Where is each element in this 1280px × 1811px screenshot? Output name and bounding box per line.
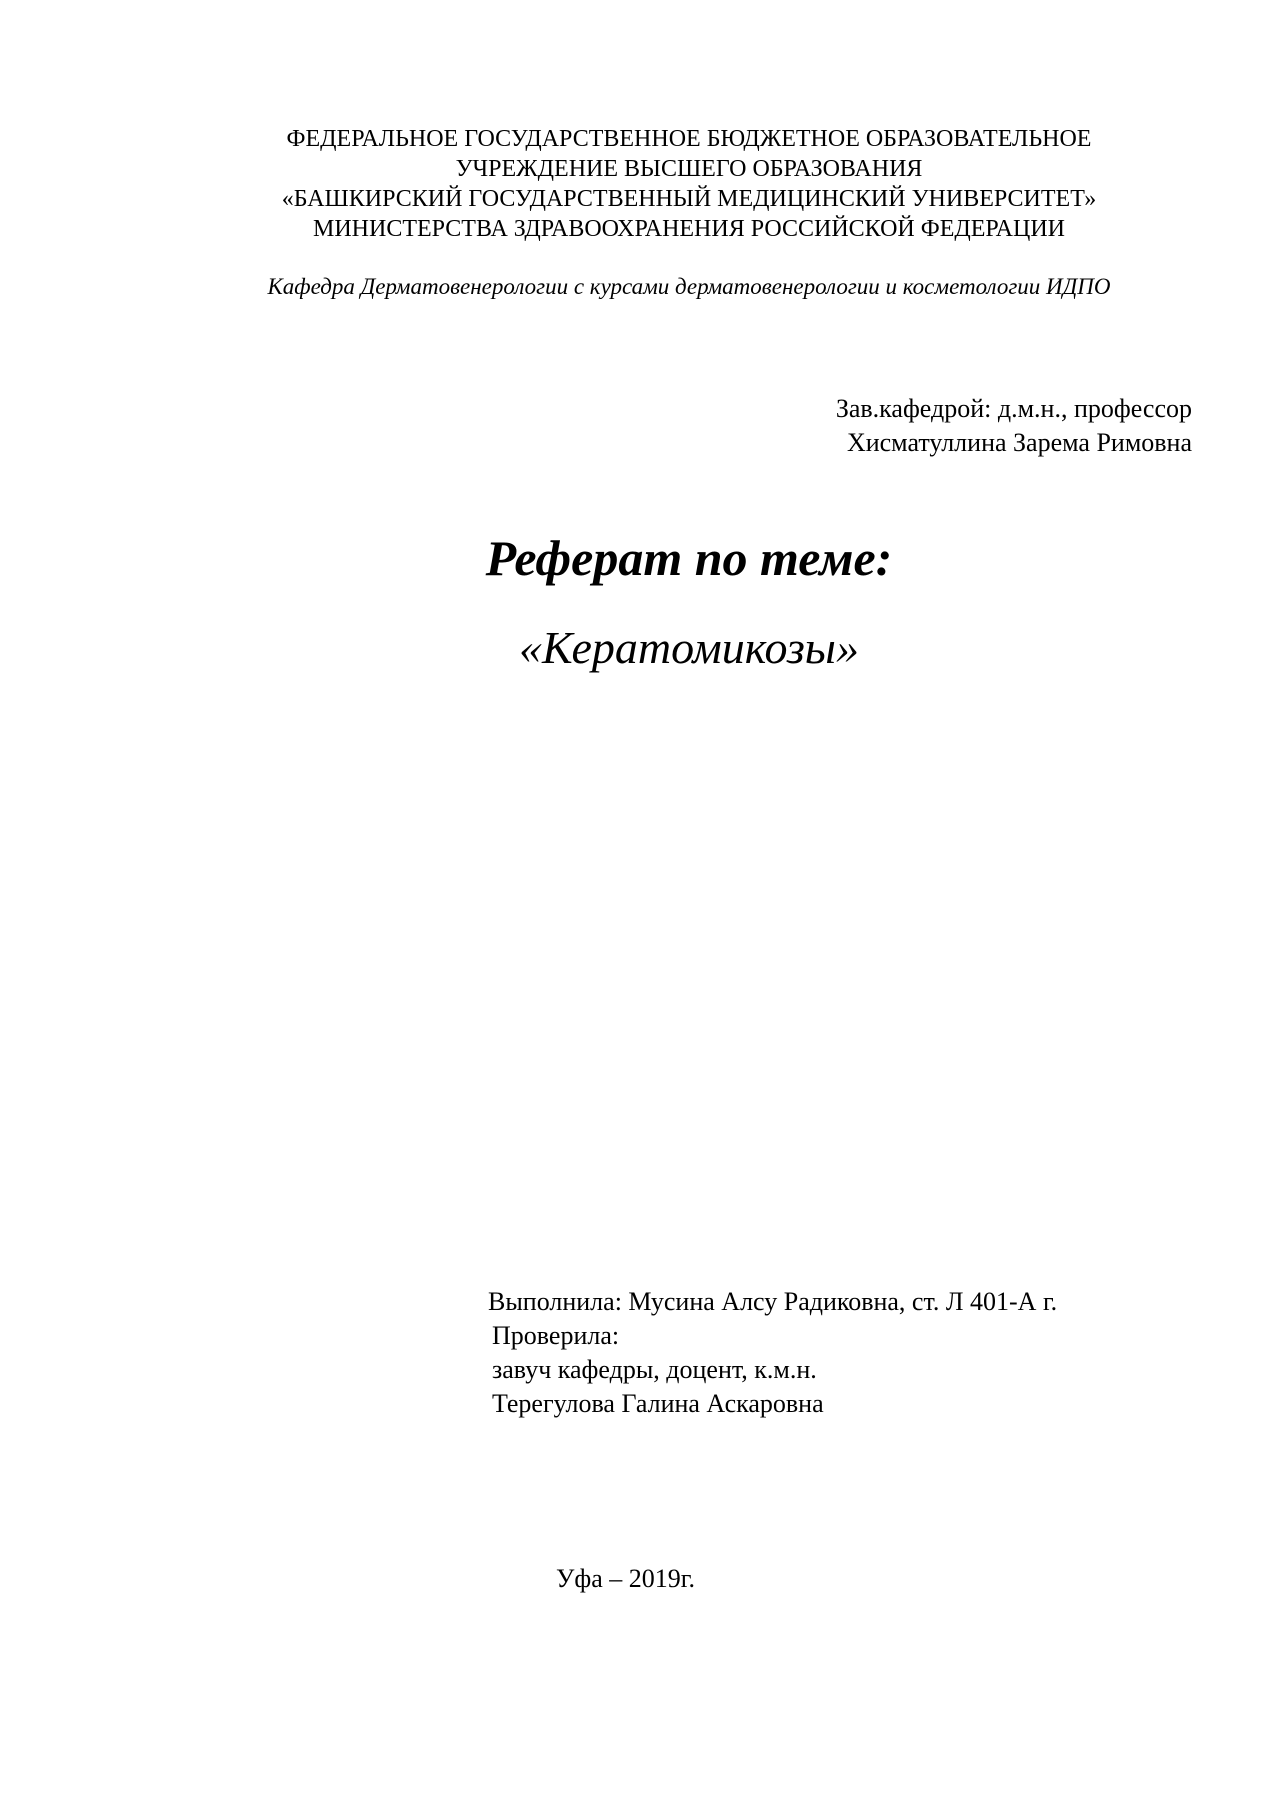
institution-header-line: УЧРЕЖДЕНИЕ ВЫСШЕГО ОБРАЗОВАНИЯ (455, 156, 923, 182)
department-name: Кафедра Дерматовенерологии с курсами дерматовенерологии и косметологии ИДПО (267, 274, 1111, 299)
checked-by-label: Проверила: (492, 1321, 620, 1350)
checker-name: Терегулова Галина Аскаровна (492, 1389, 824, 1418)
author-block (488, 1285, 1057, 1421)
document-topic: «Кератомикозы» (519, 622, 859, 673)
institution-header-line: ФЕДЕРАЛЬНОЕ ГОСУДАРСТВЕННОЕ БЮДЖЕТНОЕ ОБРАЗОВАТЕЛЬНОЕ (286, 126, 1092, 152)
institution-header-line: МИНИСТЕРСТВА ЗДРАВООХРАНЕНИЯ РОССИЙСКОЙ ФЕДЕРАЦИИ (312, 216, 1066, 242)
checker-position: завуч кафедры, доцент, к.м.н. (492, 1355, 817, 1384)
head-of-department-position: Зав.кафедрой: д.м.н., профессор (835, 394, 1192, 423)
completed-by: Выполнила: Мусина Алсу Радиковна, ст. Л 401-А г. (488, 1287, 1058, 1316)
document-title: Реферат по теме: (485, 530, 893, 586)
city-year: Уфа – 2019г. (556, 1564, 696, 1593)
institution-header (0, 124, 1280, 244)
head-of-department-name: Хисматуллина Зарема Римовна (846, 428, 1192, 457)
head-of-department (836, 392, 1192, 460)
institution-header-line: «БАШКИРСКИЙ ГОСУДАРСТВЕННЫЙ МЕДИЦИНСКИЙ УНИВЕРСИТЕТ» (281, 186, 1097, 212)
